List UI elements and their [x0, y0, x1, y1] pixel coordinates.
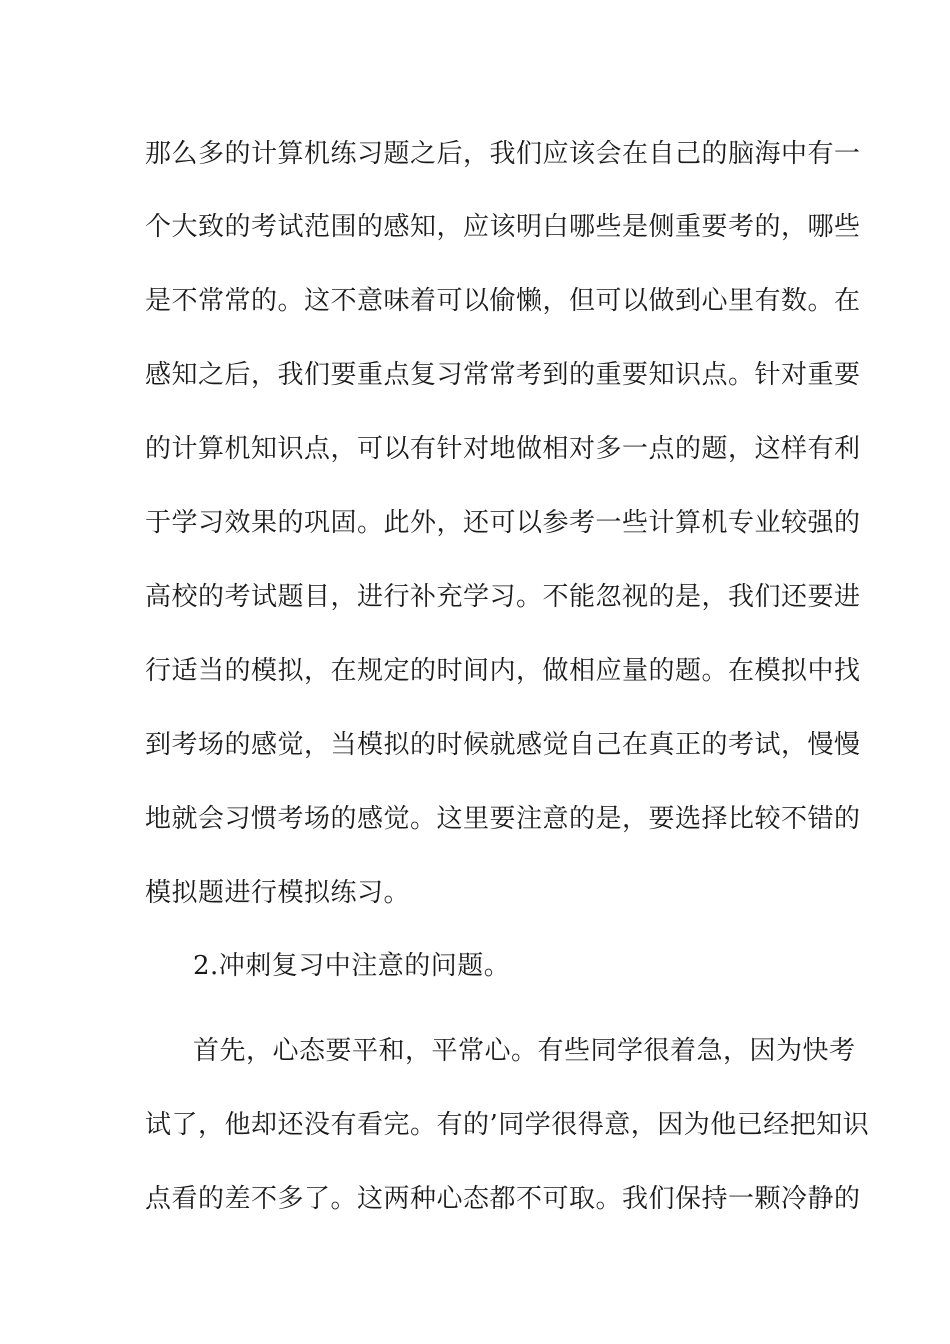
paragraph-line: 试了，他却还没有看完。有的’同学很得意，因为他已经把知识 — [145, 1110, 870, 1140]
paragraph-line: 行适当的模拟，在规定的时间内，做相应量的题。在模拟中找 — [145, 656, 861, 686]
paragraph-line: 地就会习惯考场的感觉。这里要注意的是，要选择比较不错的 — [145, 804, 861, 834]
section-heading: 2.冲刺复习中注意的问题。 — [193, 951, 511, 981]
paragraph-line: 是不常常的。这不意味着可以偷懒，但可以做到心里有数。在 — [145, 286, 861, 316]
paragraph-line: 个大致的考试范围的感知，应该明白哪些是侧重要考的，哪些 — [145, 212, 861, 242]
paragraph-line: 模拟题进行模拟练习。 — [145, 878, 411, 908]
paragraph-line: 的计算机知识点，可以有针对地做相对多一点的题，这样有利 — [145, 434, 861, 464]
paragraph-line: 首先，心态要平和，平常心。有些同学很着急，因为快考 — [193, 1036, 856, 1066]
paragraph-line: 点看的差不多了。这两种心态都不可取。我们保持一颗冷静的 — [145, 1184, 861, 1214]
paragraph-line: 那么多的计算机练习题之后，我们应该会在自己的脑海中有一 — [145, 139, 861, 169]
paragraph-line: 到考场的感觉，当模拟的时候就感觉自己在真正的考试，慢慢 — [145, 730, 861, 760]
paragraph-line: 感知之后，我们要重点复习常常考到的重要知识点。针对重要 — [145, 360, 861, 390]
paragraph-line: 高校的考试题目，进行补充学习。不能忽视的是，我们还要进 — [145, 582, 861, 612]
paragraph-line: 于学习效果的巩固。此外，还可以参考一些计算机专业较强的 — [145, 508, 861, 538]
